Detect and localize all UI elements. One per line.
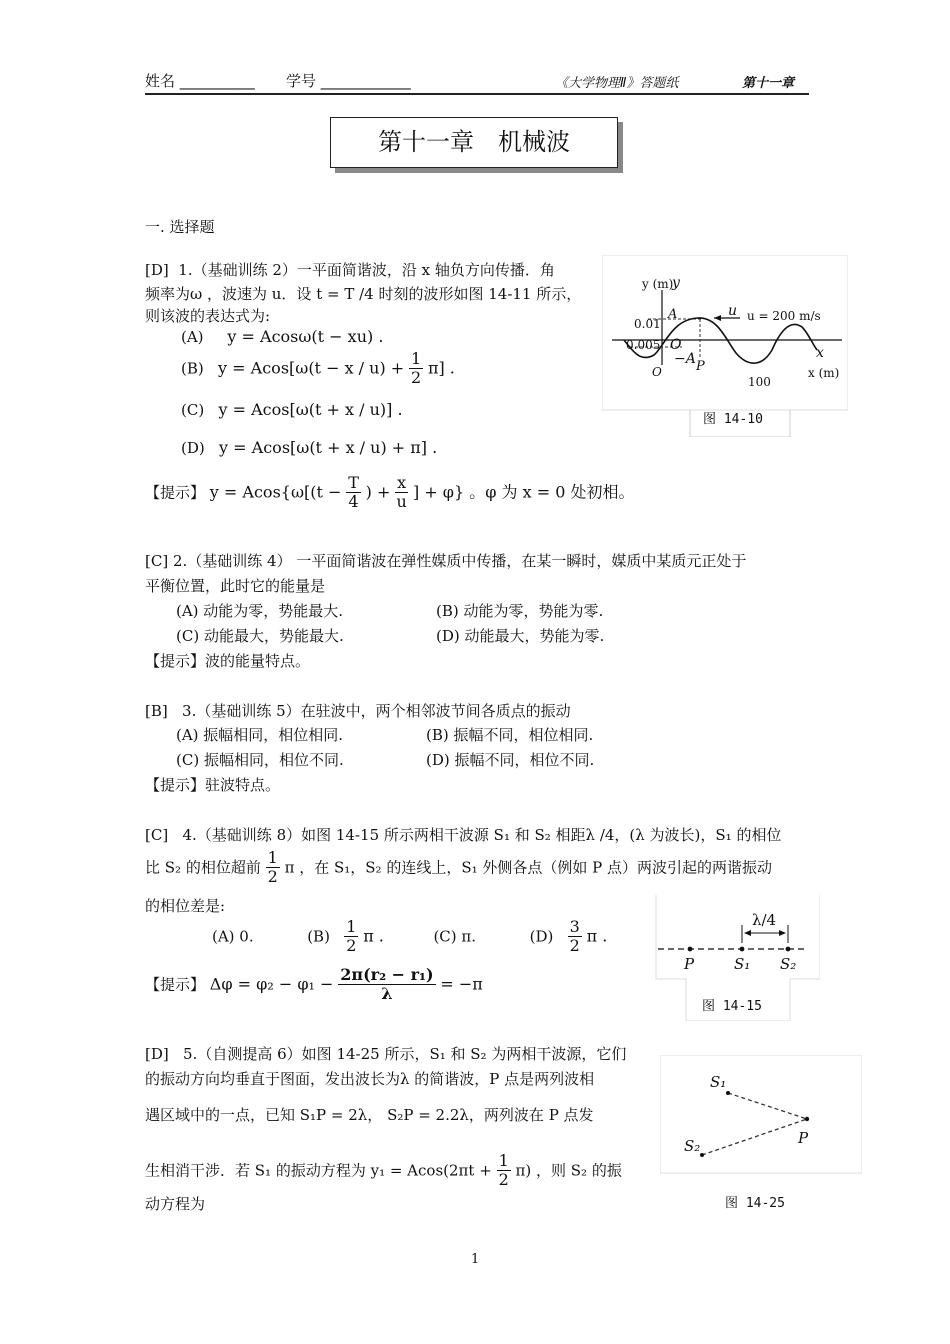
fig2-S1-label: S₁ — [734, 955, 751, 973]
course-title: 《大学物理Ⅱ》答题纸 — [555, 76, 679, 91]
name-field-label: 姓名 __________ — [145, 72, 255, 90]
q4-answer: [C] — [145, 826, 169, 844]
q3-hint: 【提示】驻波特点。 — [145, 776, 281, 794]
q4-option-a: (A) 0. — [212, 927, 254, 946]
fig1-x-label: x — [816, 345, 824, 361]
fig2-caption: 图 14-15 — [702, 999, 762, 1014]
fig2-P-label: P — [684, 955, 695, 973]
q1-option-c: (C) y = Acos[ω(t + x / u)] . — [181, 400, 403, 419]
fig1-A-label: A — [668, 307, 678, 322]
q1-line1 — [145, 258, 555, 282]
fig1-u-label: u — [728, 303, 738, 319]
q4-option-d-label: (D) — [529, 927, 554, 946]
q1-answer: [D] — [145, 261, 169, 279]
figure-14-15 — [648, 895, 820, 1021]
fig1-x-unit: x (m) — [808, 366, 840, 380]
q2-option-b: (B) 动能为零，势能为零. — [436, 602, 604, 620]
q1-option-d: (D) y = Acos[ω(t + x / u) + π] . — [181, 438, 438, 457]
fig3-S1-label: S₁ — [710, 1073, 727, 1091]
fig1-y-italic: y — [672, 275, 680, 291]
q1-option-b: (B) y = Acos[ω(t − x / u) + $\frac{1}{2}$ π] . — [181, 349, 455, 387]
q1-hint: 【提示】 y = Acos{ω[(t − $\frac{T}{4}$ ) + $\frac{x}{u}$ ] + φ} 。φ 为 x = 0 处初相。 — [145, 473, 635, 511]
q4-hint: 【提示】 Δφ = φ₂ − φ₁ − $\frac{\text{2π(r₂ − r₁)}}{\lambda}$ = −π — [145, 965, 483, 1003]
q2-option-c: (C) 动能最大，势能最大. — [176, 627, 344, 645]
fig1-tick-0005: 0.005 — [626, 338, 661, 352]
header-rule — [145, 93, 809, 95]
q2-answer: [C] — [145, 552, 169, 570]
q4-line2: 比 S₂ 的相位超前 $\frac{1}{2}$ π ，在 S₁，S₂ 的连线上，S₁ 外侧各点（例如 P 点）两波引起的两谐振动 — [145, 848, 773, 886]
fig3-P-label: P — [798, 1129, 809, 1147]
q4-option-b-label: (B) — [307, 927, 330, 946]
fig2-S2-label: S₂ — [780, 955, 797, 973]
q4-option-c: (C) π. — [433, 927, 477, 946]
q2-option-a: (A) 动能为零，势能最大. — [176, 602, 344, 620]
fig1-P-label: P — [696, 359, 705, 374]
q2-option-d: (D) 动能最大，势能为零. — [436, 627, 605, 645]
q1-option-a: (A) y = Acosω(t − xu) . — [181, 327, 384, 346]
q2-line1: [C] 2.（基础训练 4） 一平面简谐波在弹性媒质中传播，在某一瞬时，媒质中某质元正处于 — [145, 552, 747, 570]
header-chapter: 第十一章 — [742, 76, 795, 91]
q5-line3: 遇区域中的一点，已知 S₁P = 2λ， S₂P = 2.2λ，两列波在 P 点发 — [145, 1106, 594, 1124]
fig1-speed: u = 200 m/s — [747, 309, 821, 323]
page-number: 1 — [471, 1252, 480, 1267]
q3-option-c: (C) 振幅相同，相位不同. — [176, 751, 344, 769]
q3-option-a: (A) 振幅相同，相位相同. — [176, 726, 344, 744]
q5-line4: 生相消干涉．若 S₁ 的振动方程为 y₁ = Acos(2πt + $\frac{1}{2}$ π) ，则 S₂ 的振 — [145, 1151, 622, 1189]
fig2-lambda-label: λ/4 — [752, 911, 777, 929]
q3-option-b: (B) 振幅不同，相位相同. — [426, 726, 594, 744]
fig1-y-label: y (m) — [642, 277, 674, 291]
section-heading: 一. 选择题 — [145, 218, 215, 236]
fig1-x-tick: 100 — [748, 375, 771, 389]
q3-line1: [B] 3.（基础训练 5）在驻波中，两个相邻波节间各质点的振动 — [145, 702, 571, 720]
fig1-tick-001: 0.01 — [634, 317, 661, 331]
fig1-O-label: O — [670, 337, 682, 353]
q3-option-d: (D) 振幅不同，相位不同. — [426, 751, 595, 769]
q4-line3: 的相位差是: — [145, 897, 226, 915]
q2-line2: 平衡位置，此时它的能量是 — [145, 577, 326, 595]
figure-14-10 — [602, 255, 848, 437]
fig1-caption: 图 14-10 — [703, 412, 763, 427]
fig3-S2-label: S₂ — [684, 1137, 701, 1155]
q5-line1: [D] 5.（自测提高 6）如图 14-25 所示，S₁ 和 S₂ 为两相干波源，它们 — [145, 1045, 627, 1063]
q5-answer: [D] — [145, 1045, 169, 1063]
q1-text: 1.（基础训练 2）一平面简谐波，沿 x 轴负方向传播．角 — [178, 261, 555, 279]
fig1-negA-label: −A — [674, 351, 696, 367]
figure-14-25 — [660, 1055, 862, 1211]
q5-line5: 动方程为 — [145, 1195, 206, 1213]
interference-diagram — [660, 1055, 862, 1175]
q1-line3: 则该波的表达式为: — [145, 307, 271, 325]
q4-options: (A) 0. (B) $\frac{1}{2}$ π . (C) π. (D) $\frac{3}{2}$ π . — [212, 917, 608, 955]
fig1-O2-label: O — [652, 365, 662, 379]
q4-line1: [C] 4.（基础训练 8）如图 14-15 所示两相干波源 S₁ 和 S₂ 相距λ /4，(λ 为波长)，S₁ 的相位 — [145, 826, 782, 844]
q3-answer: [B] — [145, 702, 168, 720]
q1-line2: 频率为ω ，波速为 u．设 t = T /4 时刻的波形如图 14-11 所示， — [145, 285, 582, 303]
fig3-caption: 图 14-25 — [725, 1196, 785, 1211]
student-id-label: 学号 ____________ — [286, 72, 411, 90]
q2-hint: 【提示】波的能量特点。 — [145, 652, 311, 670]
chapter-title: 第十一章 机械波 — [330, 117, 618, 168]
q5-line2: 的振动方向均垂直于图面，发出波长为λ 的简谐波，P 点是两列波相 — [145, 1070, 595, 1088]
